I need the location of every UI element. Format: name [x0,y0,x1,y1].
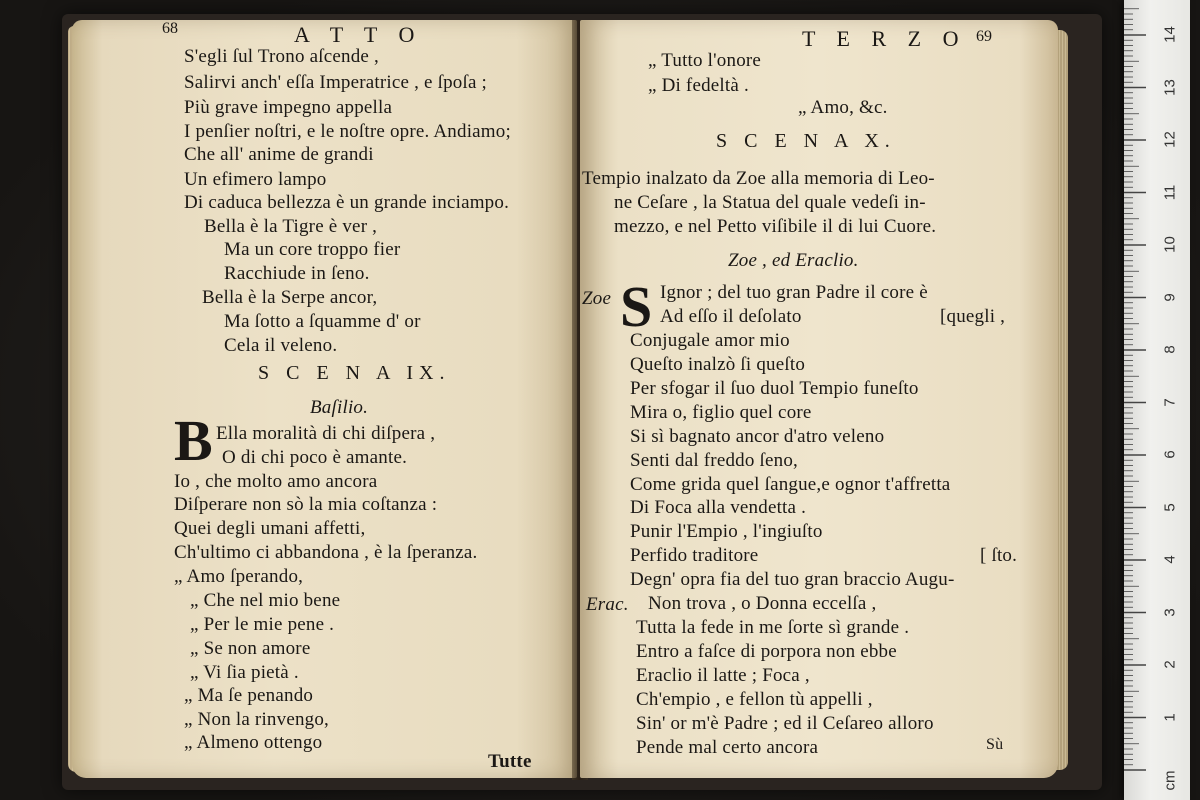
verse-line: Eraclio il latte ; Foca , [636,665,810,686]
scene-title: S C E N A X. [716,130,896,152]
ruler-label: 7 [1161,397,1179,407]
ruler-label: 12 [1161,131,1179,148]
verse-line: Perfido traditore [630,545,759,566]
runover-bracket: [quegli , [940,306,1006,327]
ruler-label: 14 [1161,26,1179,43]
verse-line: Degn' opra fia del tuo gran braccio Augu- [630,569,955,590]
drop-cap: S [620,274,653,339]
ruler-label: 3 [1161,607,1179,617]
verse-line: Un efimero lampo [184,169,327,190]
verse-line: „ Amo ſperando, [174,566,304,587]
drop-cap: B [174,408,213,473]
verse-line: Punir l'Empio , l'ingiuſto [630,521,823,542]
verse-line: Per sfogar il ſuo duol Tempio funeſto [630,378,919,399]
ruler-label: 4 [1161,555,1179,564]
ruler-label: 8 [1161,345,1179,354]
verse-line: Non trova , o Donna eccelſa , [648,593,877,614]
verse-line: „ Per le mie pene . [190,614,335,635]
ruler-label: 2 [1161,660,1179,669]
ruler-label: 5 [1161,502,1179,512]
running-head: A T T O [294,22,423,47]
verse-line: Più grave impegno appella [184,97,393,118]
verse-line: Ella moralità di chi diſpera , [216,423,436,444]
verse-line: Ad eſſo il deſolato [660,306,802,327]
right-page [580,20,1058,778]
verse-line: Bella è la Tigre è ver , [204,216,378,237]
scene-title: S C E N A IX. [258,362,451,384]
verse-line: Ch'empio , e fellon tù appelli , [636,689,873,710]
verse-line: Racchiude in ſeno. [224,263,370,284]
runover-bracket: [ ſto. [980,545,1018,566]
characters-line: Zoe , ed Eraclio. [728,250,859,271]
verse-line: Ma un core troppo fier [224,239,401,260]
verse-line: „ Tutto l'onore [648,50,762,71]
verse-line: O di chi poco è amante. [222,447,408,468]
speaker-name: Baſilio. [310,397,369,418]
verse-line: „ Vi ſia pietà . [190,662,299,683]
verse-line: Ma ſotto a ſquamme d' or [224,311,421,332]
catchword: Sù [986,736,1004,753]
verse-line: S'egli ſul Trono aſcende , [184,46,379,67]
verse-line: Che all' anime de grandi [184,144,374,165]
verse-line: Di Foca alla vendetta . [630,497,807,518]
verse-line: Cela il veleno. [224,335,338,356]
ruler-unit-label: cm [1161,770,1179,791]
verse-line: I penſier noſtri, e le noſtre opre. Andiamo; [184,121,511,142]
page-number: 68 [162,20,178,37]
verse-line: „ Che nel mio bene [190,590,341,611]
speaker-name: Erac. [586,594,629,615]
verse-line: „ Se non amore [190,638,311,659]
verse-line: Senti dal freddo ſeno, [630,450,798,471]
verse-line: Pende mal certo ancora [636,737,819,758]
stage-direction-line: ne Ceſare , la Statua del quale vedeſi in- [614,192,926,213]
stage-direction-line: mezzo, e nel Petto viſibile il di lui Cuore. [614,216,937,237]
verse-line: „ Amo, &c. [798,97,888,118]
verse-line: Ignor ; del tuo gran Padre il core è [660,282,928,303]
verse-line: Sin' or m'è Padre ; ed il Ceſareo alloro [636,713,934,734]
verse-line: Tutta la fede in me ſorte sì grande . [636,617,910,638]
verse-line: Mira o, figlio quel core [630,402,812,423]
ruler-label: 13 [1161,78,1179,96]
verse-line: Conjugale amor mio [630,330,790,351]
page-number: 69 [976,28,992,45]
verse-line: Entro a faſce di porpora non ebbe [636,641,897,662]
verse-line: „ Di fedeltà . [648,75,749,96]
verse-line: Ch'ultimo ci abbandona , è la ſperanza. [174,542,478,563]
verse-line: Come grida quel ſangue,e ognor t'affretta [630,474,951,495]
verse-line: Salirvi anch' eſſa Imperatrice , e ſpoſa ; [184,72,488,93]
verse-line: Io , che molto amo ancora [174,471,378,492]
verse-line: „ Almeno ottengo [184,732,323,753]
ruler-label: 11 [1161,184,1179,200]
verse-line: „ Ma ſe penando [184,685,314,706]
measurement-ruler [1124,0,1190,800]
speaker-name: Zoe [582,288,612,309]
left-page [72,20,577,778]
ruler-label: 10 [1161,236,1179,253]
stage-direction-line: Tempio inalzato da Zoe alla memoria di Leo- [582,168,935,189]
ruler-ticks [1124,0,1190,800]
verse-line: Queſto inalzò ſi queſto [630,354,806,375]
verse-line: Di caduca bellezza è un grande inciampo. [184,192,510,213]
verse-line: Diſperare non sò la mia coſtanza : [174,494,438,515]
ruler-label: 6 [1161,450,1179,459]
ruler-label: 9 [1161,292,1179,302]
verse-line: „ Non la rinvengo, [184,709,330,730]
ruler-label: 1 [1161,712,1179,722]
verse-line: Bella è la Serpe ancor, [202,287,378,308]
running-head: T E R Z O [802,26,967,51]
verse-line: Si sì bagnato ancor d'atro veleno [630,426,885,447]
verse-line: Quei degli umani affetti, [174,518,366,539]
catchword: Tutte [488,751,532,772]
